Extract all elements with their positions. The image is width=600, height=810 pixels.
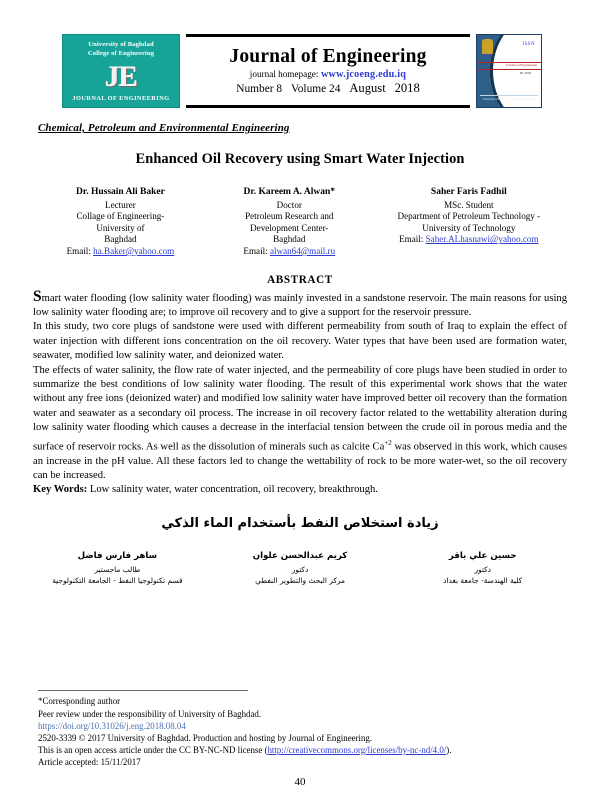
abstract-paragraph-3-part1: The effects of water salinity, the flow rate of water injected, and the permeability of core plugs have been studied in order to summarize the best conditions of low salinity water flooding. The result of this experimental work shows that the water without any free ions (deionized water) and modified low salinity water have improved better oil recovery than the formation water and seawater as a secondary oil process. The increase in oil recovery factor related to the wettability alteration during low salinity water flooding which causes a decrease in the interfacial tension between the crude oil in porous media and the surface of reservoir rocks. As well as the dissolution of minerals such as calcite Ca: [33, 364, 567, 453]
author-role: Lecturer: [105, 199, 136, 210]
cover-emblem-icon: [482, 39, 493, 54]
page-footer: [38, 690, 562, 788]
author-list: [32, 187, 568, 258]
issue-volume: Volume 24: [290, 83, 341, 95]
license-note: [38, 744, 562, 756]
je-monogram: JE: [105, 60, 137, 93]
arabic-author-name: ساهر فارس فاضل: [77, 550, 158, 561]
arabic-author-block: [209, 551, 392, 586]
issue-info: [233, 81, 423, 96]
keywords-value: Low salinity water, water concentration, oil recovery, breakthrough.: [89, 484, 378, 496]
article-accepted-date: Article accepted: 15/11/2017: [38, 756, 141, 767]
cover-footer-text: University of Baghdad — College of Engineering: [480, 95, 538, 102]
author-affiliation-line: Collage of Engineering-: [76, 211, 165, 222]
section-label: Chemical, Petroleum and Environmental Engineering: [38, 122, 290, 134]
article-page: [0, 34, 600, 810]
copyright-note: 2520-3339 © 2017 University of Baghdad. Production and hosting by Journal of Engineering.: [38, 732, 373, 743]
arabic-author-role: طالب ماجستير: [94, 564, 141, 574]
college-name: College of Engineering: [87, 49, 155, 57]
homepage-label: journal homepage:: [249, 69, 319, 79]
author-affiliation-line: University of: [96, 222, 145, 233]
keywords-label: Key Words:: [33, 484, 88, 496]
arabic-author-block: [391, 551, 574, 586]
arabic-title: زيادة استخلاص النفط بأستخدام الماء الذكي: [161, 515, 439, 531]
author-block: [209, 187, 370, 258]
author-block: [32, 187, 209, 258]
email-label: Email:: [243, 245, 268, 256]
author-name: Saher Faris Fadhil: [430, 187, 507, 197]
arabic-author-affiliation: مركز البحث والتطوير النفطي: [255, 575, 345, 585]
author-affiliation-line: University of Technology: [422, 222, 516, 233]
author-affiliation-line: Petroleum Research and: [245, 211, 334, 222]
keywords-line: [33, 483, 567, 497]
license-suffix: ).: [446, 744, 452, 755]
arabic-author-role: دكتور: [291, 564, 309, 574]
author-email: [34, 246, 207, 258]
cover-subtitle-text: JE 2018: [519, 71, 531, 75]
email-link[interactable]: ha.Baker@yahoo.com: [93, 245, 175, 256]
cover-rule-bottom: [477, 69, 541, 70]
abstract-dropcap: S: [33, 287, 42, 305]
masthead: [62, 34, 542, 108]
arabic-author-affiliation: كلية الهندسة- جامعة بغداد: [443, 575, 523, 585]
abstract-body: [33, 287, 567, 498]
issue-month: August: [349, 81, 386, 95]
cover-issn-mark: ISSN: [522, 42, 535, 47]
cover-title-text: Journal of Engineering: [505, 63, 537, 67]
abstract-paragraph-2: In this study, two core plugs of sandstone were used with different permeability from south of Iraq to explain the effect of water injection with different ions concentration on the oil recovery. Water types that have been used are formation water, seawater, modified low salinity water, and deionized water.: [33, 321, 567, 362]
email-link[interactable]: alwan64@mail.ru: [269, 245, 336, 256]
issue-year: 2018: [394, 81, 420, 95]
abstract-paragraph-3: [33, 364, 567, 484]
arabic-author-role: دكتور: [474, 564, 491, 574]
issue-number: Number 8: [236, 83, 283, 95]
author-affiliation-line: Baghdad: [273, 234, 306, 245]
calcium-charge-superscript: +2: [384, 438, 392, 447]
footer-divider: [38, 690, 248, 691]
arabic-author-block: [26, 551, 209, 586]
journal-logo-caption: JOURNAL OF ENGINEERING: [72, 95, 170, 102]
arabic-author-affiliation: قسم تكنولوجيا النفط - الجامعة التكنولوجية: [52, 575, 183, 585]
author-role: MSc. Student: [444, 199, 494, 210]
journal-cover-logo: [476, 34, 542, 108]
page-title: Enhanced Oil Recovery using Smart Water Injection: [135, 151, 465, 167]
author-block: [370, 187, 568, 246]
license-prefix: This is an open access article under the CC BY-NC-ND license (: [38, 744, 268, 755]
university-name: University of Baghdad: [88, 41, 154, 48]
journal-homepage: [250, 68, 406, 81]
journal-banner: [186, 34, 470, 108]
arabic-author-name: حسين علي باقر: [448, 550, 517, 561]
corresponding-author-note: *Corresponding author: [38, 696, 121, 707]
abstract-paragraph-3-part2: was observed in this work, which causes an increase in the pH value. All these factors led to change the wettability of rock to be more water-wet, so the oil recovery can be increased.: [33, 441, 567, 481]
email-link[interactable]: Saher.ALhasnawi@yahoo.com: [425, 234, 539, 245]
email-label: Email:: [399, 234, 424, 245]
abstract-paragraph-1-text: mart water flooding (low salinity water flooding) was mainly invested in a sandstone reservoir. The main reasons for using low salinity water flooding are; to improve oil recovery and to give a support for the reservoir pressure.: [33, 292, 567, 318]
author-affiliation-line: Baghdad: [104, 234, 137, 245]
abstract-heading: ABSTRACT: [267, 273, 333, 286]
journal-title: Journal of Engineering: [229, 46, 427, 67]
abstract-paragraph-1: [33, 287, 567, 321]
author-role: Doctor: [276, 199, 302, 210]
doi-link[interactable]: https://doi.org/10.31026/j.eng.2018.08.04: [38, 720, 186, 731]
license-link[interactable]: http://creativecommons.org/licenses/by-nc-nd/4.0/: [267, 744, 447, 755]
arabic-author-name: كريم عبدالحسن علوان: [252, 550, 348, 561]
author-email: [372, 234, 566, 246]
arabic-author-list: [26, 551, 574, 586]
homepage-link[interactable]: www.jcoeng.edu.iq: [320, 69, 407, 80]
author-name: Dr. Hussain Ali Baker: [76, 187, 165, 197]
page-number: 40: [294, 776, 306, 788]
peer-review-note: Peer review under the responsibility of University of Baghdad.: [38, 708, 262, 719]
university-logo: [62, 34, 180, 108]
author-email: [211, 246, 368, 258]
author-name: Dr. Kareem A. Alwan*: [243, 187, 336, 197]
email-label: Email:: [66, 245, 91, 256]
university-logo-text: [88, 41, 154, 58]
author-affiliation-line: Department of Petroleum Technology -: [397, 211, 541, 222]
author-affiliation-line: Development Center-: [250, 222, 329, 233]
